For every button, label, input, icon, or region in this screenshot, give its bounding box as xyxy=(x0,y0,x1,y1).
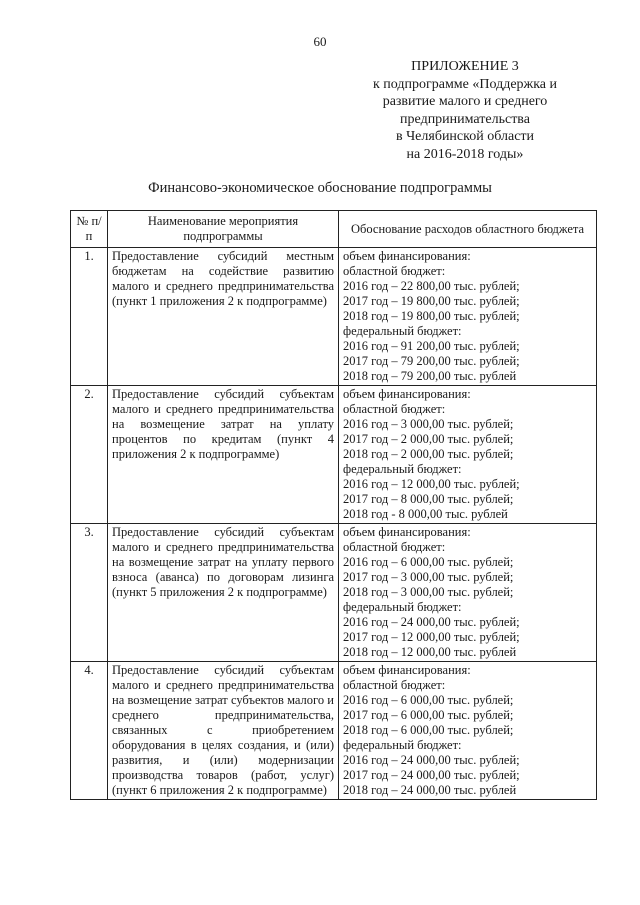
appendix-line: на 2016-2018 годы» xyxy=(406,146,524,162)
basis-line: 2016 год – 6 000,00 тыс. рублей; xyxy=(343,693,514,707)
page-number: 60 xyxy=(313,34,327,49)
appendix-line: в Челябинской области xyxy=(395,129,535,144)
table-body xyxy=(71,248,597,800)
basis-line: областной бюджет: xyxy=(343,678,446,692)
basis-line: 2017 год – 8 000,00 тыс. рублей; xyxy=(343,492,514,506)
table-row xyxy=(71,662,597,800)
measure-name: Предоставление субсидий субъектам малого и среднего предпринимательства на возмещение затрат на уплату процентов по кредитам (пункт 4 приложения 2 к подпрограмме) xyxy=(108,386,339,524)
basis-line: 2018 год – 12 000,00 тыс. рублей xyxy=(343,645,517,659)
table-row xyxy=(71,524,597,662)
basis-line: 2018 год – 3 000,00 тыс. рублей; xyxy=(343,585,514,599)
expense-basis xyxy=(339,662,597,800)
basis-line: 2016 год – 24 000,00 тыс. рублей; xyxy=(343,753,520,767)
row-number: 1. xyxy=(71,248,108,386)
basis-line: объем финансирования: xyxy=(343,387,471,401)
basis-line: федеральный бюджет: xyxy=(343,462,462,476)
basis-line: 2018 год – 24 000,00 тыс. рублей xyxy=(343,783,517,797)
basis-line: областной бюджет: xyxy=(343,540,446,554)
basis-line: объем финансирования: xyxy=(343,249,471,263)
expense-basis xyxy=(339,248,597,386)
basis-line: 2018 год - 8 000,00 тыс. рублей xyxy=(343,507,508,521)
basis-line: 2018 год – 2 000,00 тыс. рублей; xyxy=(343,447,514,461)
appendix-line: развитие малого и среднего xyxy=(382,94,548,109)
basis-line: 2016 год – 6 000,00 тыс. рублей; xyxy=(343,555,514,569)
basis-line: 2017 год – 79 200,00 тыс. рублей; xyxy=(343,354,520,368)
row-number: 2. xyxy=(71,386,108,524)
basis-line: 2017 год – 12 000,00 тыс. рублей; xyxy=(343,630,520,644)
basis-line: федеральный бюджет: xyxy=(343,600,462,614)
basis-line: 2018 год – 79 200,00 тыс. рублей xyxy=(343,369,517,383)
table-row xyxy=(71,248,597,386)
basis-line: 2016 год – 12 000,00 тыс. рублей; xyxy=(343,477,520,491)
appendix-line: предпринимательства xyxy=(400,111,530,127)
table-row xyxy=(71,386,597,524)
row-number: 3. xyxy=(71,524,108,662)
basis-line: 2018 год – 6 000,00 тыс. рублей; xyxy=(343,723,514,737)
table-header-row xyxy=(71,211,597,248)
measure-name: Предоставление субсидий субъектам малого и среднего предпринимательства на возмещение затрат на уплату первого взноса (аванса) по договорам лизинга (пункт 5 приложения 2 к подпрограмме) xyxy=(108,524,339,662)
row-number: 4. xyxy=(71,662,108,800)
basis-line: областной бюджет: xyxy=(343,402,446,416)
measure-name: Предоставление субсидий местным бюджетам на содействие развитию малого и среднего предпринимательства (пункт 1 приложения 2 к подпрограмме) xyxy=(108,248,339,386)
basis-line: федеральный бюджет: xyxy=(343,324,462,338)
header-name: Наименование мероприятия подпрограммы xyxy=(108,211,339,248)
financial-table xyxy=(70,210,597,800)
expense-basis xyxy=(339,524,597,662)
header-num: № п/п xyxy=(71,211,108,248)
basis-line: 2018 год – 19 800,00 тыс. рублей; xyxy=(343,309,520,323)
basis-line: 2016 год – 22 800,00 тыс. рублей; xyxy=(343,279,520,293)
basis-line: 2017 год – 2 000,00 тыс. рублей; xyxy=(343,432,514,446)
basis-line: объем финансирования: xyxy=(343,525,471,539)
basis-line: 2017 год – 6 000,00 тыс. рублей; xyxy=(343,708,514,722)
appendix-block xyxy=(350,58,580,163)
basis-line: 2016 год – 91 200,00 тыс. рублей; xyxy=(343,339,520,353)
basis-line: 2017 год – 19 800,00 тыс. рублей; xyxy=(343,294,520,308)
basis-line: областной бюджет: xyxy=(343,264,446,278)
header-basis: Обоснование расходов областного бюджета xyxy=(339,211,597,248)
basis-line: объем финансирования: xyxy=(343,663,471,677)
basis-line: 2017 год – 24 000,00 тыс. рублей; xyxy=(343,768,520,782)
basis-line: 2016 год – 3 000,00 тыс. рублей; xyxy=(343,417,514,431)
basis-line: 2016 год – 24 000,00 тыс. рублей; xyxy=(343,615,520,629)
basis-line: 2017 год – 3 000,00 тыс. рублей; xyxy=(343,570,514,584)
appendix-line: ПРИЛОЖЕНИЕ 3 xyxy=(411,59,519,74)
measure-name: Предоставление субсидий субъектам малого и среднего предпринимательства на возмещение затрат субъектов малого и среднего предпринимательства, связанных с приобретением оборудования в целях создания, и (или) развития, и (или) модернизации производства товаров (работ, услуг) (пункт 6 приложения 2 к подпрограмме) xyxy=(108,662,339,800)
expense-basis xyxy=(339,386,597,524)
basis-line: федеральный бюджет: xyxy=(343,738,462,752)
appendix-line: к подпрограмме «Поддержка и xyxy=(372,76,558,92)
document-title: Финансово-экономическое обоснование подпрограммы xyxy=(148,180,492,196)
